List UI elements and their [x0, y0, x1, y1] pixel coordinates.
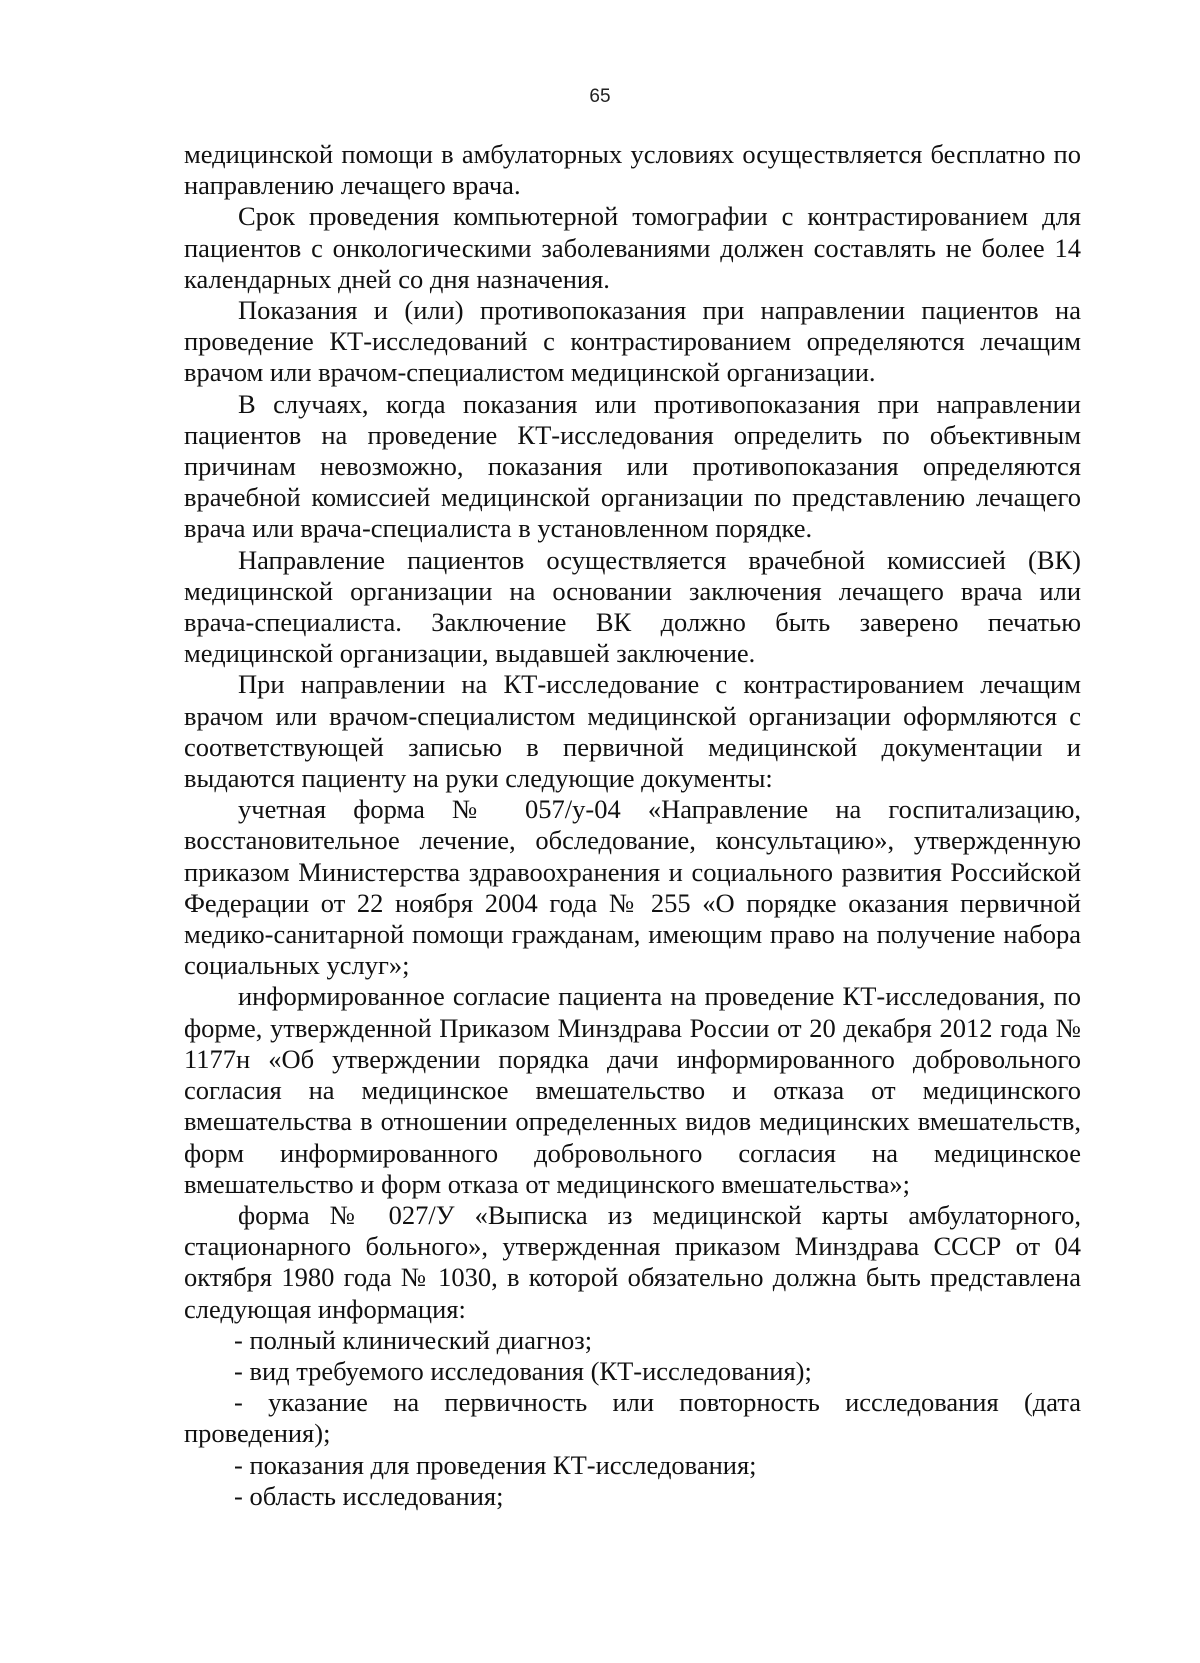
paragraph-documents-intro: При направлении на КТ-исследование с контрастированием лечащим врачом или врачом-специалистом медицинской организации оформляются с соответствующей записью в первичной медицинской документации и выдаются пациенту на руки следующие документы:: [184, 669, 1081, 794]
paragraph-referral-commission: Направление пациентов осуществляется врачебной комиссией (ВК) медицинской организации на основании заключения лечащего врача или врача-специалиста. Заключение ВК должно быть заверено печатью медицинской организации, выдавшей заключение.: [184, 544, 1081, 669]
page-number: 65: [589, 86, 611, 107]
paragraph-informed-consent: информированное согласие пациента на проведение КТ-исследования, по форме, утвержденной Приказом Минздрава России от 20 декабря 2012 года № 1177н «Об утверждении порядка дачи информированного добровольного согласия на медицинское вмешательство и отказа от медицинского вмешательства в отношении определенных видов медицинских вмешательств, форм информированного добровольного согласия на медицинское вмешательство и форм отказа от медицинского вмешательства»;: [184, 981, 1081, 1199]
paragraph-impossible-cases: В случаях, когда показания или противопоказания при направлении пациентов на проведение КТ-исследования определить по объективным причинам невозможно, показания или противопоказания определяются врачебной комиссией медицинской организации по представлению лечащего врача или врача-специалиста в установленном порядке.: [184, 388, 1081, 544]
paragraph-form-027: форма № 027/У «Выписка из медицинской карты амбулаторного, стационарного больного», утвержденная приказом Минздрава СССР от 04 октября 1980 года № 1030, в которой обязательно должна быть представлена следующая информация:: [184, 1199, 1081, 1324]
list-item: - вид требуемого исследования (КТ-исследования);: [234, 1355, 812, 1386]
paragraph-form-057: учетная форма № 057/у-04 «Направление на госпитализацию, восстановительное лечение, обследование, консультацию», утвержденную приказом Министерства здравоохранения и социального развития Российской Федерации от 22 ноября 2004 года № 255 «О порядке оказания первичной медико-санитарной помощи гражданам, имеющим право на получение набора социальных услуг»;: [184, 794, 1081, 981]
paragraph-indications: Показания и (или) противопоказания при направлении пациентов на проведение КТ-исследований с контрастированием определяются лечащим врачом или врачом-специалистом медицинской организации.: [184, 295, 1081, 388]
paragraph-ct-deadline: Срок проведения компьютерной томографии с контрастированием для пациентов с онкологическими заболеваниями должен составлять не более 14 календарных дней со дня назначения.: [184, 201, 1081, 294]
list-item: - полный клинический диагноз;: [234, 1324, 593, 1355]
list-item: - область исследования;: [234, 1480, 504, 1511]
list-item: - показания для проведения КТ-исследования;: [234, 1449, 757, 1480]
paragraph-continuation: медицинской помощи в амбулаторных условиях осуществляется бесплатно по направлению лечащего врача.: [184, 139, 1081, 201]
list-item: - указание на первичность или повторность исследования (дата проведения);: [184, 1387, 1081, 1449]
document-body: [184, 139, 1081, 1512]
